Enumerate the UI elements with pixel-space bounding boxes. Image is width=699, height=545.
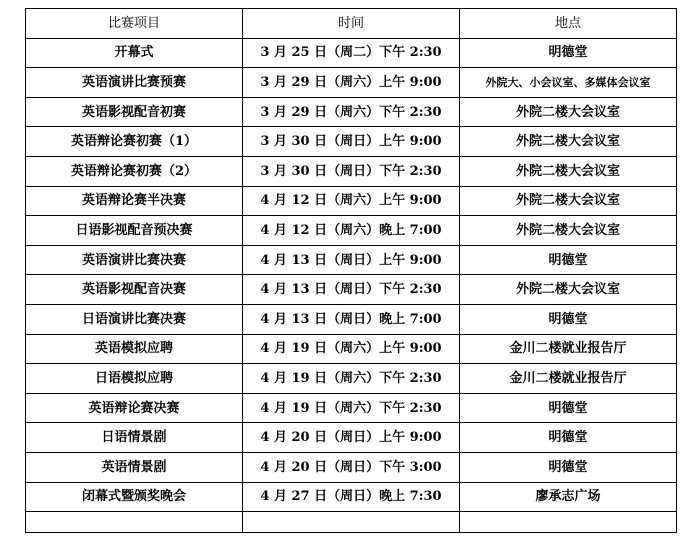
- event-cell: 英语辩论赛初赛（1）: [26, 127, 243, 157]
- event-cell: 英语影视配音初赛: [26, 97, 243, 127]
- venue-cell: 金川二楼就业报告厅: [460, 334, 677, 364]
- event-cell: 闭幕式暨颁奖晚会: [26, 482, 243, 512]
- competition-schedule-table: [25, 8, 677, 533]
- empty-cell: [243, 512, 460, 533]
- venue-cell: 外院二楼大会议室: [460, 216, 677, 246]
- event-cell: 英语辩论赛决赛: [26, 393, 243, 423]
- table-row: [26, 186, 677, 216]
- header-event: 比赛项目: [26, 9, 243, 39]
- time-cell: 4 月 12 日（周六）上午 9:00: [243, 186, 460, 216]
- time-cell: 3 月 30 日（周日）下午 2:30: [243, 156, 460, 186]
- time-cell: 4 月 13 日（周日）上午 9:00: [243, 245, 460, 275]
- venue-cell: 明德堂: [460, 393, 677, 423]
- table-row: [26, 393, 677, 423]
- header-venue: 地点: [460, 9, 677, 39]
- empty-cell: [26, 512, 243, 533]
- event-cell: 英语演讲比赛预赛: [26, 68, 243, 98]
- time-cell: 3 月 29 日（周六）上午 9:00: [243, 68, 460, 98]
- table-row: [26, 304, 677, 334]
- event-cell: 日语影视配音预决赛: [26, 216, 243, 246]
- venue-cell: 外院二楼大会议室: [460, 127, 677, 157]
- table-row: [26, 452, 677, 482]
- event-cell: 英语辩论赛半决赛: [26, 186, 243, 216]
- venue-cell: 外院大、小会议室、多媒体会议室: [460, 68, 677, 98]
- table-row: [26, 156, 677, 186]
- time-cell: 4 月 20 日（周日）上午 9:00: [243, 423, 460, 453]
- empty-cell: [460, 512, 677, 533]
- time-cell: 4 月 27 日（周日）晚上 7:30: [243, 482, 460, 512]
- venue-cell: 外院二楼大会议室: [460, 275, 677, 305]
- schedule-sheet: [25, 8, 676, 533]
- time-cell: 4 月 13 日（周日）晚上 7:00: [243, 304, 460, 334]
- venue-cell: 外院二楼大会议室: [460, 156, 677, 186]
- table-row: [26, 245, 677, 275]
- venue-cell: 金川二楼就业报告厅: [460, 364, 677, 394]
- time-cell: 3 月 29 日（周六）下午 2:30: [243, 97, 460, 127]
- event-cell: 日语演讲比赛决赛: [26, 304, 243, 334]
- venue-cell: 明德堂: [460, 452, 677, 482]
- event-cell: 英语影视配音决赛: [26, 275, 243, 305]
- event-cell: 日语模拟应聘: [26, 364, 243, 394]
- header-row: [26, 9, 677, 39]
- event-cell: 日语情景剧: [26, 423, 243, 453]
- time-cell: 4 月 12 日（周六）晚上 7:00: [243, 216, 460, 246]
- venue-cell: 廖承志广场: [460, 482, 677, 512]
- table-row: [26, 364, 677, 394]
- table-row: [26, 127, 677, 157]
- header-time: 时间: [243, 9, 460, 39]
- event-cell: 英语辩论赛初赛（2）: [26, 156, 243, 186]
- time-cell: 4 月 19 日（周六）下午 2:30: [243, 393, 460, 423]
- table-row: [26, 482, 677, 512]
- time-cell: 4 月 19 日（周六）上午 9:00: [243, 334, 460, 364]
- event-cell: 开幕式: [26, 38, 243, 68]
- table-row: [26, 38, 677, 68]
- table-row: [26, 275, 677, 305]
- event-cell: 英语模拟应聘: [26, 334, 243, 364]
- table-row: [26, 97, 677, 127]
- venue-cell: 明德堂: [460, 423, 677, 453]
- time-cell: 4 月 19 日（周六）下午 2:30: [243, 364, 460, 394]
- event-cell: 英语演讲比赛决赛: [26, 245, 243, 275]
- table-row: [26, 68, 677, 98]
- venue-cell: 外院二楼大会议室: [460, 97, 677, 127]
- time-cell: 3 月 25 日（周二）下午 2:30: [243, 38, 460, 68]
- time-cell: 4 月 13 日（周日）下午 2:30: [243, 275, 460, 305]
- table-row: [26, 216, 677, 246]
- venue-cell: 明德堂: [460, 38, 677, 68]
- venue-cell: 外院二楼大会议室: [460, 186, 677, 216]
- venue-cell: 明德堂: [460, 245, 677, 275]
- venue-cell: 明德堂: [460, 304, 677, 334]
- table-row: [26, 334, 677, 364]
- empty-row: [26, 512, 677, 533]
- time-cell: 4 月 20 日（周日）下午 3:00: [243, 452, 460, 482]
- table-row: [26, 423, 677, 453]
- event-cell: 英语情景剧: [26, 452, 243, 482]
- time-cell: 3 月 30 日（周日）上午 9:00: [243, 127, 460, 157]
